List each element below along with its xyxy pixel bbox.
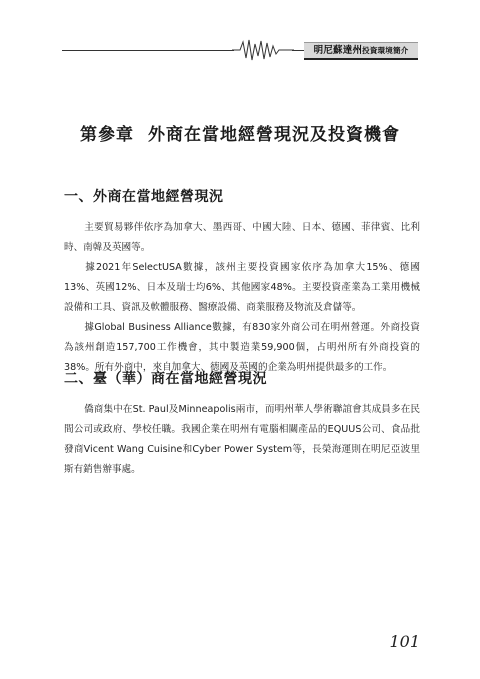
paragraph xyxy=(64,258,420,318)
chapter-title xyxy=(0,120,480,145)
paragraph-text: 據2021年SelectUSA數據，該州主要投資國家依序為加拿大15%、德國13%、英國12%、日本及瑞士均6%、其他國家48%。主要投資產業為工業用機械設備和工具、資訊及軟體服務、醫療設備、商業服務及物流及倉儲等。 xyxy=(64,262,420,313)
paragraph xyxy=(64,400,420,480)
header-rule-left xyxy=(62,50,234,51)
paragraph-text: 據Global Business Alliance數據，有830家外商公司在明州營運。外商投資為該州創造157,700工作機會，其中製造業59,900個，占明州所有外商投資的38%。所有外商中，來自加拿大、德國及英國的企業為明州提供最多的工作。 xyxy=(64,322,420,373)
header-wave-graphic xyxy=(232,38,294,62)
header-subtitle: 投資環境簡介 xyxy=(362,46,409,55)
section-heading-1: 一、外商在當地經營現況 xyxy=(64,189,224,205)
section-heading-2: 二、臺（華）商在當地經營現況 xyxy=(64,371,267,387)
header-title: 明尼蘇達州 xyxy=(313,45,363,56)
chapter-number: 第參章 xyxy=(80,125,134,145)
paragraph-text: 主要貿易夥伴依序為加拿大、墨西哥、中國大陸、日本、德國、菲律賓、比利時、南韓及英國等。 xyxy=(64,222,420,253)
chapter-heading-text: 外商在當地經營現況及投資機會 xyxy=(148,125,400,145)
page-number: 101 xyxy=(389,632,420,651)
paragraph-text: 僑商集中在St. Paul及Minneapolis兩市，而明州華人學術聯誼會其成員多在民間公司或政府、學校任職。我國企業在明州有電腦相關產品的EQUUS公司、食品批發商Vicent Wang Cuisine和Cyber Power System等，長榮海運則在明尼亞波里斯有銷售辦事處。 xyxy=(64,404,420,475)
paragraph xyxy=(64,218,420,258)
running-header-tab xyxy=(304,42,418,60)
